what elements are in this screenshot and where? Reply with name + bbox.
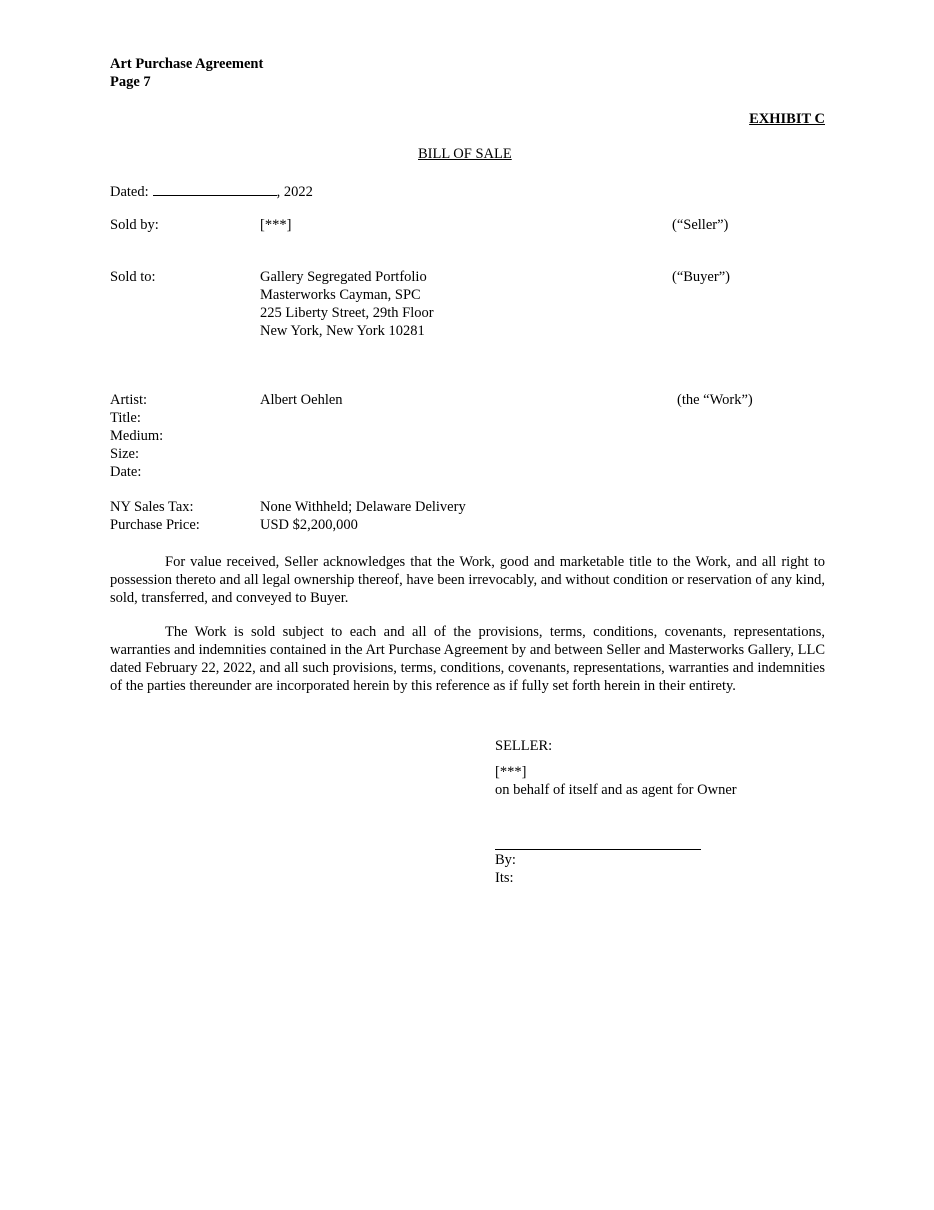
buyer-role: (“Buyer”) <box>672 269 730 285</box>
work-labels <box>110 391 163 481</box>
signature-line <box>495 849 701 850</box>
buyer-address-line: Gallery Segregated Portfolio <box>260 269 427 285</box>
medium-label: Medium: <box>110 428 164 444</box>
paragraph-provisions: The Work is sold subject to each and all of the provisions, terms, conditions, covenants, representations, warranties and indemnities contained in the Art Purchase Agreement by and between Seller and Masterworks Gallery, LLC dated February 22, 2022, and all such provisions, terms, conditions, covenants, representations, warranties and indemnities of the parties thereunder are incorporated herein by this reference as if fully set forth herein in their entirety. <box>110 624 825 694</box>
header-title: Art Purchase Agreement <box>110 56 264 72</box>
sold-to-label: Sold to: <box>110 269 156 285</box>
signature-capacity: on behalf of itself and as agent for Owner <box>495 782 737 798</box>
price-value: USD $2,200,000 <box>260 517 358 533</box>
work-role: (the “Work”) <box>677 392 753 408</box>
price-label: Purchase Price: <box>110 517 200 533</box>
dated-label: Dated: <box>110 184 149 200</box>
tax-label: NY Sales Tax: <box>110 499 194 515</box>
header-page-number: Page 7 <box>110 74 151 90</box>
sold-by-value: [***] <box>260 217 292 233</box>
signature-name: [***] <box>495 764 527 780</box>
dated-row <box>110 181 313 201</box>
seller-role: (“Seller”) <box>672 217 729 233</box>
buyer-address-line: New York, New York 10281 <box>260 323 425 339</box>
artist-label: Artist: <box>110 392 148 408</box>
date-label: Date: <box>110 464 142 480</box>
sold-by-label: Sold by: <box>110 217 159 233</box>
exhibit-label: EXHIBIT C <box>749 111 825 127</box>
size-label: Size: <box>110 446 139 462</box>
buyer-address-line: Masterworks Cayman, SPC <box>260 287 421 303</box>
dated-year: , 2022 <box>276 184 313 200</box>
title-label: Title: <box>110 410 141 426</box>
doc-title: BILL OF SALE <box>418 146 512 162</box>
signature-heading: SELLER: <box>495 738 553 754</box>
artist-value: Albert Oehlen <box>260 392 343 408</box>
paragraph-conveyance: For value received, Seller acknowledges that the Work, good and marketable title to the Work, and all right to possession thereto and all legal ownership thereof, have been irrevocably, and without condition or reservation of any kind, sold, transferred, and conveyed to Buyer. <box>110 554 825 606</box>
dated-blank-line <box>153 181 277 196</box>
its-label: Its: <box>495 870 514 886</box>
by-label: By: <box>495 852 516 868</box>
buyer-address-line: 225 Liberty Street, 29th Floor <box>260 305 434 321</box>
buyer-address <box>260 268 434 340</box>
tax-value: None Withheld; Delaware Delivery <box>260 499 466 515</box>
